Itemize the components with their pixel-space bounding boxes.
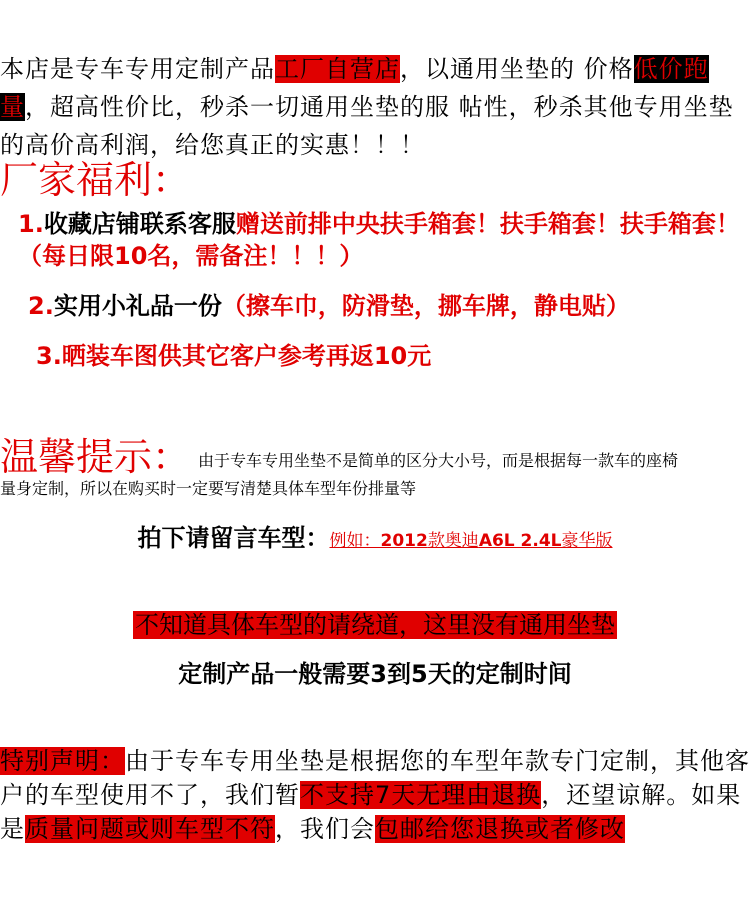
intro-highlight-price: 低价跑量 xyxy=(0,55,709,121)
special-statement xyxy=(0,744,750,846)
model-example-year: 2012 xyxy=(380,531,428,551)
statement-label: 特别声明： xyxy=(0,747,125,775)
benefit-2-gift-list: （擦车巾，防滑垫，挪车牌，静电贴） xyxy=(221,292,630,320)
tips-text-1: 由于专车专用坐垫不是简单的区分大小号，而是根据每一款车的座椅 xyxy=(198,451,679,470)
benefit-2-text: 实用小礼品一份 xyxy=(53,292,222,320)
model-example-trim: 豪华版 xyxy=(561,531,613,551)
model-example xyxy=(329,531,612,551)
statement-text-3: ，我们会 xyxy=(275,815,375,843)
intro-paragraph xyxy=(0,50,750,164)
benefit-item-1 xyxy=(0,208,750,272)
tips-section xyxy=(0,435,750,504)
statement-highlight-quality: 质量问题或则车型不符 xyxy=(25,815,275,843)
model-request xyxy=(0,520,750,559)
intro-highlight-factory: 工厂自营店 xyxy=(275,55,400,83)
benefit-item-2 xyxy=(0,290,750,322)
benefit-1-number: 1. xyxy=(18,210,44,238)
statement-highlight-no-return: 不支持7天无理由退换 xyxy=(300,781,542,809)
warning-text: 不知道具体车型的请绕道，这里没有通用坐垫 xyxy=(135,611,615,639)
tips-text-2: 量身定制，所以在购买时一定要写清楚具体车型年份排量等 xyxy=(0,479,417,498)
tips-title: 温馨提示： xyxy=(0,435,191,479)
model-label: 拍下请留言车型： xyxy=(137,524,330,552)
no-universal-warning xyxy=(0,608,750,642)
model-example-brand: 款奥迪 xyxy=(427,531,479,551)
statement-highlight-exchange: 包邮给您退换或者修改 xyxy=(375,815,625,843)
intro-text-3: ，超高性价比，秒杀一切通用坐垫的服 帖性，秒杀其他专用坐垫的高价高利润，给您真正的实惠！！！ xyxy=(0,93,734,159)
statement-text-2: ，还望谅解。如果是 xyxy=(0,781,742,843)
benefit-1-text: 收藏店铺联系客服 xyxy=(43,210,236,238)
intro-text-2: ，以通用坐垫的 价格 xyxy=(400,55,634,83)
intro-text-1: 本店是专车专用定制产品 xyxy=(0,55,275,83)
benefit-1-gift: 赠送前排中央扶手箱套！扶手箱套！扶手箱套！（每日限10名，需备注！！！） xyxy=(18,210,740,270)
model-example-model: A6L 2.4L xyxy=(478,531,562,551)
model-example-prefix: 例如： xyxy=(329,531,381,551)
benefits-title: 厂家福利： xyxy=(0,158,191,202)
custom-days-notice: 定制产品一般需要3到5天的定制时间 xyxy=(178,660,572,688)
benefit-item-3: 3.晒装车图供其它客户参考再返10元 xyxy=(36,342,432,370)
statement-text-1: 由于专车专用坐垫是根据您的车型年款专门定制，其他客户的车型使用不了，我们暂 xyxy=(0,747,750,809)
benefit-2-number: 2. xyxy=(28,292,54,320)
